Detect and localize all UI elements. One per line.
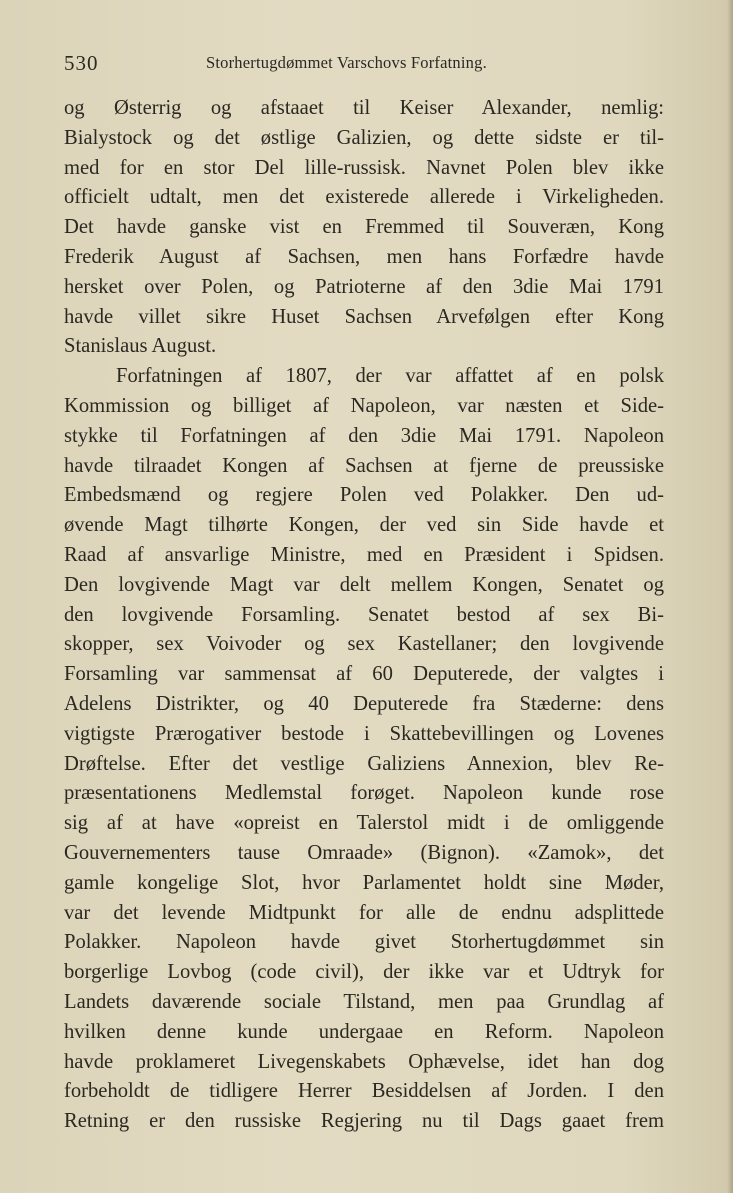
paragraph xyxy=(64,94,664,362)
text-line: borgerlige Lovbog (code civil), der ikke var et Udtryk for xyxy=(64,961,664,984)
text-line: officielt udtalt, men det existerede allerede i Virkeligheden. xyxy=(64,186,664,209)
text-line: Kommission og billiget af Napoleon, var næsten et Side- xyxy=(64,394,664,417)
paragraph xyxy=(64,362,664,1137)
text-line: Frederik August af Sachsen, men hans Forfædre havde xyxy=(64,245,664,268)
page-edge-shadow xyxy=(727,0,733,1193)
body-text xyxy=(64,94,664,1137)
running-title: Storhertugdømmet Varschovs Forfatning. xyxy=(206,53,487,72)
text-line: øvende Magt tilhørte Kongen, der ved sin Side havde et xyxy=(64,514,664,537)
text-line: den lovgivende Forsamling. Senatet bestod af sex Bi- xyxy=(64,603,664,626)
text-line: gamle kongelige Slot, hvor Parlamentet holdt sine Møder, xyxy=(64,871,664,894)
text-line: præsentationens Medlemstal forøget. Napoleon kunde rose xyxy=(64,782,664,805)
text-line: Forsamling var sammensat af 60 Deputerede, der valgtes i xyxy=(64,663,664,686)
text-line: stykke til Forfatningen af den 3die Mai 1791. Napoleon xyxy=(64,424,664,447)
text-line: forbeholdt de tidligere Herrer Besiddelsen af Jorden. I den xyxy=(64,1080,664,1103)
text-line: med for en stor Del lille-russisk. Navnet Polen blev ikke xyxy=(64,156,664,179)
text-line: Forfatningen af 1807, der var affattet af en polsk xyxy=(116,365,664,388)
page-header xyxy=(64,50,684,76)
text-line: hersket over Polen, og Patrioterne af den 3die Mai 1791 xyxy=(64,275,664,298)
text-line: havde tilraadet Kongen af Sachsen at fjerne de preussiske xyxy=(64,454,664,477)
text-line: havde proklameret Livegenskabets Ophævelse, idet han dog xyxy=(64,1050,664,1073)
text-line: Den lovgivende Magt var delt mellem Kongen, Senatet og xyxy=(64,573,664,596)
text-line: skopper, sex Voivoder og sex Kastellaner; den lovgivende xyxy=(64,633,664,656)
text-line: Bialystock og det østlige Galizien, og dette sidste er til- xyxy=(64,126,664,149)
text-line: Det havde ganske vist en Fremmed til Souveræn, Kong xyxy=(64,216,664,239)
text-line: Polakker. Napoleon havde givet Storhertugdømmet sin xyxy=(64,931,664,954)
text-line: vigtigste Prærogativer bestode i Skattebevillingen og Lovenes xyxy=(64,722,664,745)
text-line: Stanislaus August. xyxy=(64,335,217,358)
text-line: havde villet sikre Huset Sachsen Arvefølgen efter Kong xyxy=(64,305,664,328)
text-line: Retning er den russiske Regjering nu til Dags gaaet frem xyxy=(64,1110,664,1133)
text-line: var det levende Midtpunkt for alle de endnu adsplittede xyxy=(64,901,664,924)
text-line: og Østerrig og afstaaet til Keiser Alexander, nemlig: xyxy=(64,97,664,119)
page-number: 530 xyxy=(64,51,99,75)
text-line: Raad af ansvarlige Ministre, med en Præsident i Spidsen. xyxy=(64,543,664,566)
text-line: Landets daværende sociale Tilstand, men paa Grundlag af xyxy=(64,990,664,1013)
text-line: Embedsmænd og regjere Polen ved Polakker. Den ud- xyxy=(64,484,664,507)
text-line: sig af at have «opreist en Talerstol midt i de omliggende xyxy=(64,812,664,835)
text-line: hvilken denne kunde undergaae en Reform. Napoleon xyxy=(64,1020,664,1043)
text-line: Adelens Distrikter, og 40 Deputerede fra Stæderne: dens xyxy=(64,692,664,715)
text-line: Drøftelse. Efter det vestlige Galiziens Annexion, blev Re- xyxy=(64,752,664,775)
text-line: Gouvernementers tause Omraade» (Bignon). «Zamok», det xyxy=(64,841,664,864)
